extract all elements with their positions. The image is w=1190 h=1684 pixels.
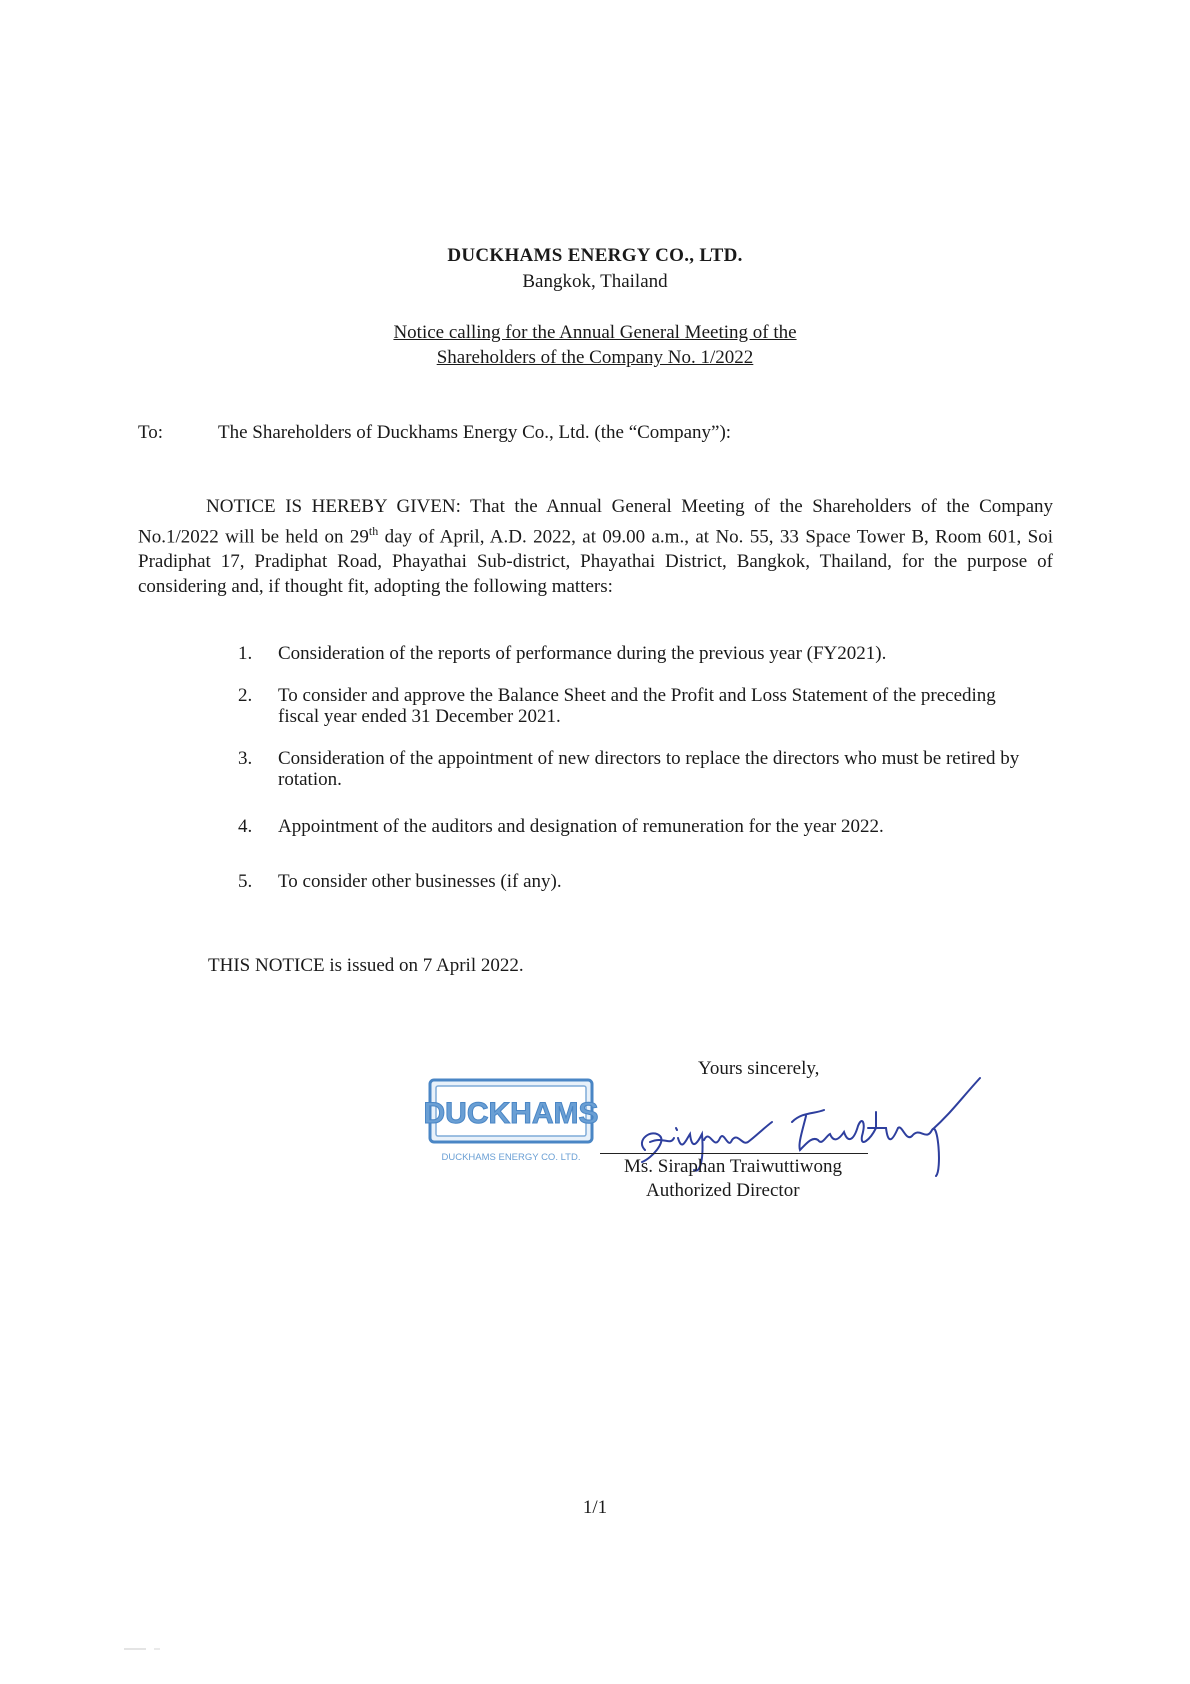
company-name: DUCKHAMS ENERGY CO., LTD. (447, 245, 743, 266)
agenda-text: To consider and approve the Balance Sheet and the Profit and Loss Statement of the preceding fiscal year ended 31 December 2021. (278, 685, 996, 727)
agenda-number: 2. (238, 685, 253, 706)
signature-line (600, 1153, 868, 1154)
notice-text-part2: day of April, A.D. 2022, at 09.00 a.m., at No. 55, 33 Space Tower B, Room 601, Soi Pradiphat 17, Pradiphat Road, Phayathai Sub-district, Phayathai District, Bangkok, Thailand, for the purpose of considering and, if thought fit, adopting the following matters: (138, 526, 1054, 598)
agenda-text: To consider other businesses (if any). (278, 871, 562, 892)
notice-date-superscript: th (368, 524, 379, 538)
company-city: Bangkok, Thailand (522, 271, 668, 292)
addressee-label: To: (138, 422, 164, 443)
agenda-item-2 (238, 685, 1038, 727)
signer-title: Authorized Director (646, 1180, 800, 1201)
addressee-text: The Shareholders of Duckhams Energy Co., Ltd. (the “Company”): (218, 422, 732, 443)
notice-paragraph (138, 494, 1053, 599)
notice-text-part1: NOTICE IS HEREBY GIVEN: That the Annual General Meeting of the Shareholders of the Company No.1/2022 will be held on 29 (138, 496, 1053, 548)
page-number: 1/1 (582, 1497, 608, 1518)
agenda-number: 5. (238, 871, 253, 892)
notice-title-line2: Shareholders of the Company No. 1/2022 (436, 347, 754, 368)
closing-salutation: Yours sincerely, (698, 1058, 820, 1079)
agenda-text: Appointment of the auditors and designation of remuneration for the year 2022. (278, 816, 884, 837)
agenda-item-5 (238, 871, 1038, 892)
notice-title-line1: Notice calling for the Annual General Meeting of the (393, 322, 797, 343)
issue-date-statement: THIS NOTICE is issued on 7 April 2022. (208, 955, 524, 976)
agenda-item-3 (238, 748, 1038, 790)
agenda-list (238, 643, 1038, 892)
scan-artifact (124, 1648, 184, 1650)
agenda-number: 1. (238, 643, 253, 664)
signer-name: Ms. Siraphan Traiwuttiwong (624, 1156, 842, 1177)
agenda-number: 4. (238, 816, 253, 837)
company-stamp (418, 1078, 603, 1168)
agenda-item-4 (238, 816, 1038, 837)
agenda-number: 3. (238, 748, 253, 769)
stamp-brand: DUCKHAMS (423, 1097, 599, 1130)
agenda-item-1 (238, 643, 1038, 664)
agenda-text: Consideration of the reports of performance during the previous year (FY2021). (278, 643, 887, 664)
agenda-text: Consideration of the appointment of new directors to replace the directors who must be retired by rotation. (278, 748, 1020, 790)
notice-title (0, 320, 1190, 370)
stamp-subtitle: DUCKHAMS ENERGY CO. LTD. (441, 1152, 581, 1163)
